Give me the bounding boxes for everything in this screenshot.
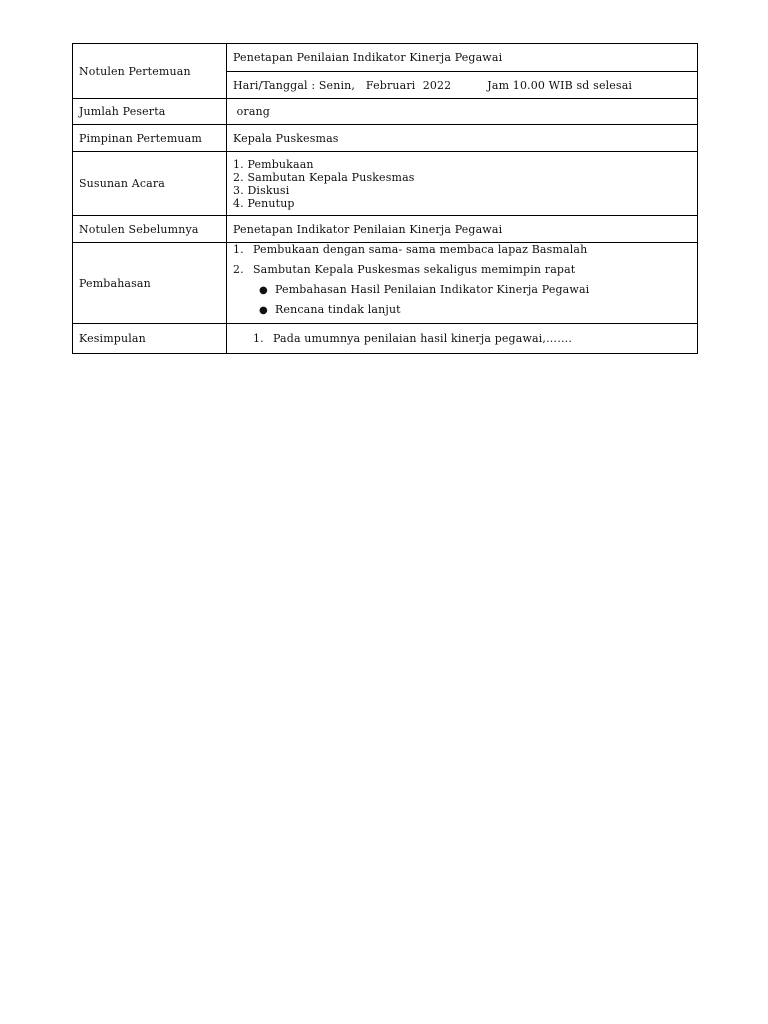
label-notulen-sebelumnya: Notulen Sebelumnya bbox=[73, 216, 227, 243]
list-item: 1. Pembukaan dengan sama- sama membaca lapaz Basmalah bbox=[233, 243, 588, 256]
notulen-sebelumnya-value: Penetapan Indikator Penilaian Kinerja Pegawai bbox=[227, 216, 698, 243]
list-item: ● Pembahasan Hasil Penilaian Indikator Kinerja Pegawai bbox=[259, 283, 590, 296]
hari-tanggal: Hari/Tanggal : Senin, Februari 2022 bbox=[233, 78, 452, 92]
row-notulen-sebelumnya bbox=[73, 216, 698, 243]
pimpinan-value: Kepala Puskesmas bbox=[227, 125, 698, 152]
meeting-datetime bbox=[227, 72, 698, 99]
agenda-item: 3. Diskusi bbox=[233, 183, 290, 197]
row-pembahasan bbox=[73, 243, 698, 324]
kesimpulan-content: 1. Pada umumnya penilaian hasil kinerja pegawai,……. bbox=[227, 324, 698, 354]
pembahasan-content bbox=[227, 243, 698, 324]
jam: Jam 10.00 WIB sd selesai bbox=[487, 78, 633, 92]
agenda-item: 1. Pembukaan bbox=[233, 157, 314, 171]
jumlah-peserta-value: orang bbox=[227, 99, 698, 125]
agenda-item: 2. Sambutan Kepala Puskesmas bbox=[233, 170, 415, 184]
label-notulen-pertemuan: Notulen Pertemuan bbox=[73, 44, 227, 99]
agenda-list bbox=[227, 152, 698, 216]
row-susunan-acara bbox=[73, 152, 698, 216]
meeting-title: Penetapan Penilaian Indikator Kinerja Pegawai bbox=[227, 44, 698, 72]
label-kesimpulan: Kesimpulan bbox=[73, 324, 227, 354]
label-jumlah-peserta: Jumlah Peserta bbox=[73, 99, 227, 125]
list-item: 2. Sambutan Kepala Puskesmas sekaligus memimpin rapat bbox=[233, 263, 576, 276]
bullet-icon: ● bbox=[259, 285, 268, 296]
row-kesimpulan bbox=[73, 324, 698, 354]
row-notulen-pertemuan bbox=[73, 44, 698, 72]
label-susunan-acara: Susunan Acara bbox=[73, 152, 227, 216]
label-pembahasan: Pembahasan bbox=[73, 243, 227, 324]
list-item: ● Rencana tindak lanjut bbox=[259, 303, 401, 316]
label-pimpinan: Pimpinan Pertemuam bbox=[73, 125, 227, 152]
meeting-minutes-table bbox=[72, 43, 698, 354]
bullet-icon: ● bbox=[259, 305, 268, 316]
row-jumlah-peserta bbox=[73, 99, 698, 125]
row-pimpinan bbox=[73, 125, 698, 152]
agenda-item: 4. Penutup bbox=[233, 196, 295, 210]
